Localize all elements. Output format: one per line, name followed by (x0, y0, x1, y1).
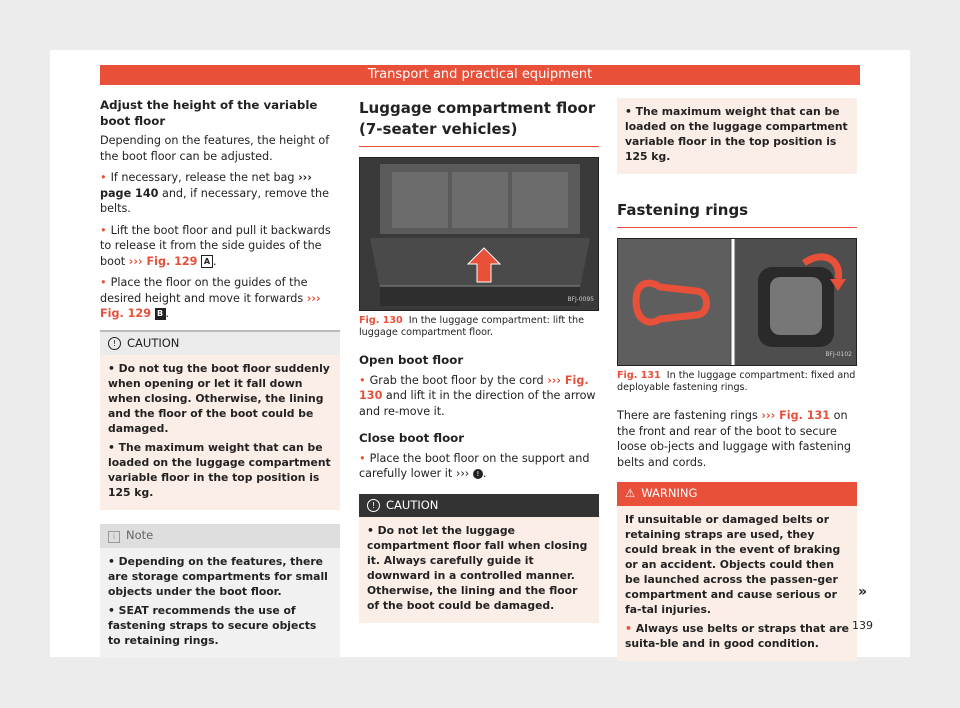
heading-adjust-height: Adjust the height of the variable boot floor (100, 98, 318, 128)
page-link[interactable]: ››› page 140 (100, 171, 312, 200)
figure-code: BFJ-0102 (825, 350, 852, 358)
caution-icon: ! (108, 337, 121, 350)
boot-floor-illustration (360, 158, 599, 310)
column-1 (100, 98, 340, 658)
bullet-icon: • (100, 223, 107, 237)
bullet-icon: • (100, 171, 107, 184)
caution-header: ! CAUTION (100, 330, 340, 356)
figure-link[interactable]: ››› Fig. 129 (100, 291, 321, 320)
figure-caption: Fig. 130 In the luggage compartment: lift the luggage compartment floor. (359, 315, 584, 338)
caution-item: • Do not tug the boot floor suddenly when opening or let it fall down when closing. Otherwise, the lining and the floor of the boot could be damaged. (108, 362, 330, 435)
fastening-rings-illustration (618, 239, 857, 365)
warning-item: • Always use belts or straps that are suita-ble and in good condition. (625, 621, 850, 650)
note-item: • SEAT recommends the use of fastening straps to secure objects to retaining rings. (108, 603, 317, 647)
step-2: • Lift the boot floor and pull it backwards to release it from the side guides of the boot ››› Fig. 129 A . (100, 223, 331, 268)
caution-header: ! CAUTION (359, 494, 599, 518)
figure-130 (359, 157, 599, 311)
section-title-fastening-rings: Fastening rings (617, 200, 857, 228)
caution-icon: ! (367, 499, 380, 512)
caution-box (100, 330, 340, 511)
note-box (100, 524, 340, 658)
caution-item: • Do not let the luggage compartment floor fall when closing it. Always carefully guide it downward in a controlled manner. Otherwise, the lining and the floor of the boot could be damaged. (367, 524, 588, 612)
caution-ref-icon[interactable]: ! (473, 469, 483, 479)
figure-link[interactable]: ››› Fig. 131 (761, 409, 831, 422)
bullet-icon: • (625, 621, 632, 635)
caution-item: • The maximum weight that can be loaded on the luggage compartment variable floor in the top position is 125 kg. (108, 441, 331, 499)
continue-marker: » (858, 584, 868, 600)
caution-body (359, 517, 599, 623)
column-2 (359, 98, 599, 623)
fastening-text: There are fastening rings ››› Fig. 131 on the front and rear of the boot to secure loose ob-jects and luggage with fastening belts and cords. (617, 409, 851, 469)
step-1: • If necessary, release the net bag ››› page 140 and, if necessary, remove the belts. (100, 171, 329, 215)
warning-triangle-icon: ⚠ (625, 486, 636, 500)
open-step: • Grab the boot floor by the cord ››› Fig. 130 and lift it in the direction of the arrow and re-move it. (359, 373, 596, 418)
heading-open-floor: Open boot floor (359, 353, 464, 367)
bullet-icon: • (100, 276, 107, 289)
note-item: • Depending on the features, there are storage compartments for small objects under the boot floor. (108, 554, 328, 598)
key-a-icon: A (201, 255, 213, 268)
warning-header: ⚠ WARNING (617, 482, 857, 506)
warning-box (617, 482, 857, 661)
heading-close-floor: Close boot floor (359, 431, 465, 445)
caution-item: • The maximum weight that can be loaded on the luggage compartment variable floor in the top position is 125 kg. (625, 105, 848, 163)
section-title-luggage-floor: Luggage compartment floor (7-seater vehicles) (359, 98, 599, 147)
intro-text: Depending on the features, the height of the boot floor can be adjusted. (100, 134, 330, 163)
key-b-icon: B (155, 308, 166, 320)
figure-caption: Fig. 131 In the luggage compartment: fixed and deployable fastening rings. (617, 370, 856, 393)
close-step: • Place the boot floor on the support and carefully lower it ››› ! . (359, 451, 590, 480)
step-3: • Place the floor on the guides of the desired height and move it forwards ››› Fig. 129 B . (100, 276, 321, 320)
figure-link[interactable]: ››› Fig. 130 (359, 373, 589, 402)
caution-body (100, 355, 340, 510)
note-header: i Note (100, 524, 340, 548)
warning-body: If unsuitable or damaged belts or retaining straps are used, they could break in the event of braking or an accident. Objects could then be launched across the passen-ger compartment and cause serious or fa-tal injuries. • Always use belts or straps that are suita-ble and in good condition. (617, 506, 857, 661)
note-body (100, 548, 340, 658)
column-3 (617, 98, 857, 661)
figure-131 (617, 238, 857, 366)
caution-continued (617, 98, 857, 174)
bullet-icon: • (359, 373, 366, 387)
bullet-icon: • (359, 451, 366, 465)
section-header: Transport and practical equipment (100, 65, 860, 85)
info-icon: i (108, 531, 120, 543)
caution-box (359, 494, 599, 624)
page-number: 139 (852, 619, 873, 632)
figure-code: BFJ-0095 (567, 295, 594, 303)
figure-link[interactable]: ››› Fig. 129 (128, 254, 198, 268)
